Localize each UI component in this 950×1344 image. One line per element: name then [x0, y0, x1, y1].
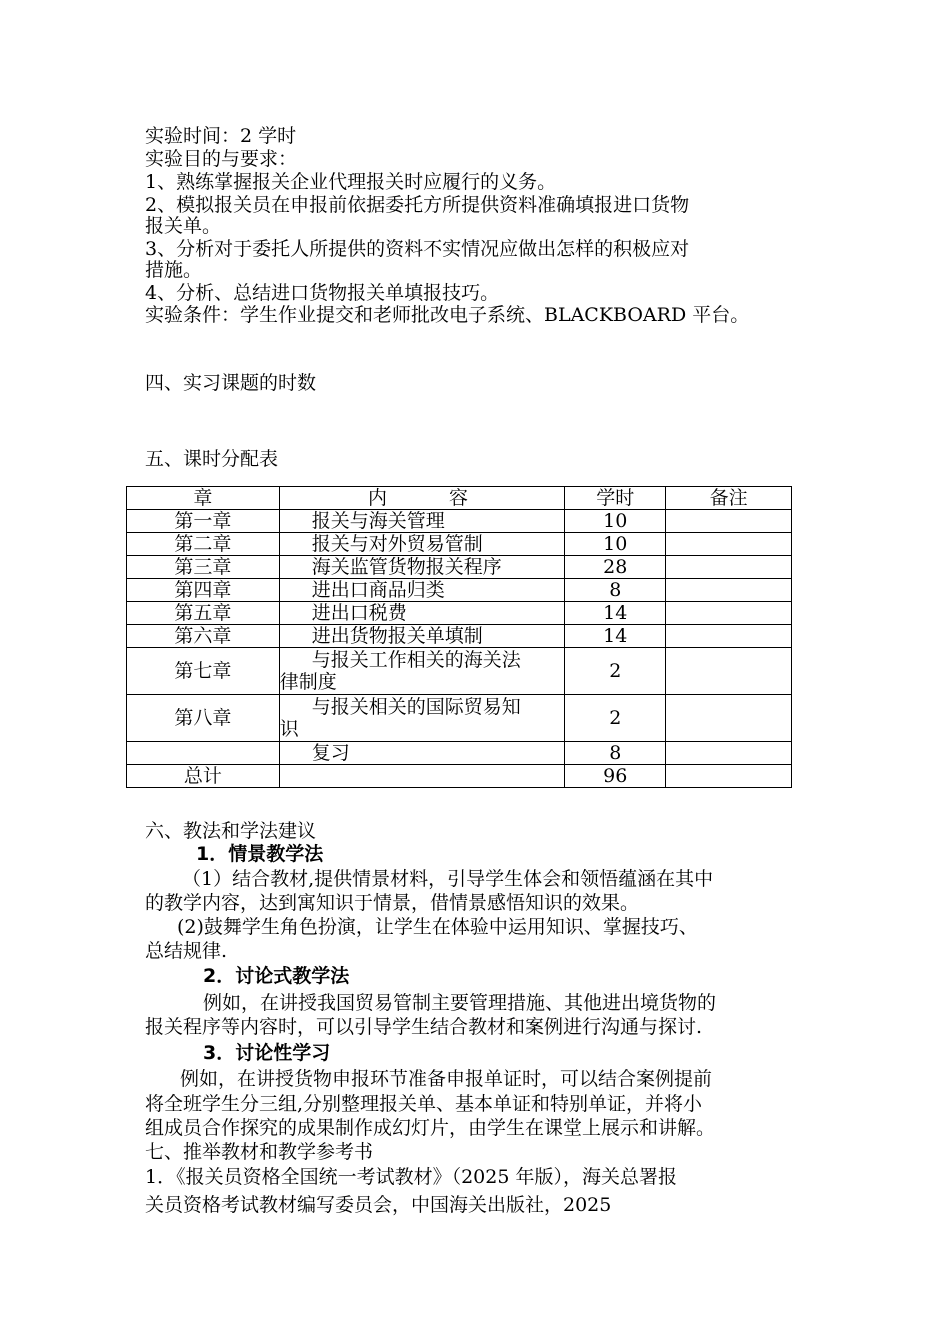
lab-goal-4: 4、分析、总结进口货物报关单填报技巧。: [145, 282, 500, 304]
chapter-cell: 第二章: [127, 533, 280, 556]
lab-conditions: 实验条件：学生作业提交和老师批改电子系统、BLACKBOARD 平台。: [145, 304, 750, 326]
chapter-cell: 第七章: [127, 648, 280, 695]
section-5-title: 五、课时分配表: [145, 448, 279, 470]
table-row: [127, 602, 792, 625]
section-6-title: 六、教法和学法建议: [145, 820, 317, 842]
lab-goal-2: 2、模拟报关员在申报前依据委托方所提供资料准确填报进口货物: [145, 194, 690, 216]
table-row: [127, 742, 792, 765]
method-1-title: 1．情景教学法: [196, 843, 324, 865]
note-cell: [666, 510, 792, 533]
content-cell-wrap: 律制度: [279, 671, 337, 693]
method-2-para-b: 报关程序等内容时，可以引导学生结合教材和案例进行沟通与探讨.: [145, 1016, 703, 1038]
note-cell: [666, 625, 792, 648]
hours-cell: 10: [565, 533, 666, 556]
lab-goal-1: 1、熟练掌握报关企业代理报关时应履行的义务。: [145, 171, 557, 193]
method-3-para-b: 将全班学生分三组,分别整理报关单、基本单证和特别单证，并将小: [145, 1093, 703, 1115]
content-cell: 报关与对外贸易管制: [311, 533, 483, 555]
method-2-title: 2．讨论式教学法: [203, 965, 350, 987]
method-3-para-c: 组成员合作探究的成果制作成幻灯片，由学生在课堂上展示和讲解。: [145, 1117, 716, 1139]
table-row: [127, 579, 792, 602]
lab-time: 实验时间：2 学时: [145, 125, 297, 147]
content-cell: 与报关相关的国际贸易知: [311, 696, 521, 718]
table-row: [127, 695, 792, 742]
note-cell: [666, 648, 792, 695]
hours-allocation-table: [126, 486, 792, 788]
hours-cell: 14: [565, 602, 666, 625]
hours-cell: 10: [565, 510, 666, 533]
method-3-para-a: 例如，在讲授货物申报环节准备申报单证时，可以结合案例提前: [180, 1068, 713, 1090]
content-cell: 海关监管货物报关程序: [311, 556, 502, 578]
table-row: [127, 510, 792, 533]
content-cell: 进出口税费: [311, 602, 407, 624]
reference-1b: 关员资格考试教材编写委员会，中国海关出版社，2025: [145, 1194, 612, 1216]
section-7-title: 七、推举教材和教学参考书: [145, 1141, 374, 1163]
lab-goal-3-cont: 措施。: [145, 259, 203, 281]
hours-cell: 8: [565, 579, 666, 602]
table-row: [127, 648, 792, 695]
chapter-cell: 第四章: [127, 579, 280, 602]
header-content: 内 容: [279, 487, 565, 510]
chapter-cell: 第八章: [127, 695, 280, 742]
method-1-para-2b: 总结规律.: [145, 940, 228, 962]
method-1-para-1b: 的教学内容，达到寓知识于情景，借情景感悟知识的效果。: [145, 892, 640, 914]
hours-cell: 2: [565, 695, 666, 742]
table-row: [127, 533, 792, 556]
table-row: [127, 556, 792, 579]
chapter-cell: 第三章: [127, 556, 280, 579]
hours-cell: 2: [565, 648, 666, 695]
note-cell: [666, 556, 792, 579]
hours-cell: 14: [565, 625, 666, 648]
note-cell: [666, 602, 792, 625]
lab-goal-3: 3、分析对于委托人所提供的资料不实情况应做出怎样的积极应对: [145, 238, 690, 260]
method-1-para-2a: (2)鼓舞学生角色扮演，让学生在体验中运用知识、掌握技巧、: [177, 916, 698, 938]
chapter-cell: 第六章: [127, 625, 280, 648]
method-3-title: 3．讨论性学习: [203, 1042, 331, 1064]
chapter-cell: 第一章: [127, 510, 280, 533]
note-cell: [666, 579, 792, 602]
method-1-para-1a: （1）结合教材,提供情景材料，引导学生体会和领悟蕴涵在其中: [182, 868, 714, 890]
note-cell: [666, 765, 792, 788]
note-cell: [666, 742, 792, 765]
chapter-cell: 第五章: [127, 602, 280, 625]
section-4-title: 四、实习课题的时数: [145, 372, 317, 394]
header-chapter: 章: [127, 487, 280, 510]
header-hours: 学时: [565, 487, 666, 510]
total-label-cell: 总计: [127, 765, 280, 788]
content-cell: 复习: [311, 742, 350, 764]
content-cell-wrap: 识: [279, 718, 299, 740]
note-cell: [666, 695, 792, 742]
hours-cell: 28: [565, 556, 666, 579]
method-2-para-a: 例如，在讲授我国贸易管制主要管理措施、其他进出境货物的: [203, 992, 717, 1014]
content-cell: 与报关工作相关的海关法: [311, 649, 521, 671]
table-row: [127, 625, 792, 648]
note-cell: [666, 533, 792, 556]
hours-cell: 8: [565, 742, 666, 765]
total-hours-cell: 96: [565, 765, 666, 788]
lab-goal-2-cont: 报关单。: [145, 215, 222, 237]
lab-goal-heading: 实验目的与要求：: [145, 148, 298, 170]
content-cell: 报关与海关管理: [311, 510, 445, 532]
header-note: 备注: [666, 487, 792, 510]
content-cell: 进出口商品归类: [311, 579, 445, 601]
content-cell: 进出货物报关单填制: [311, 625, 483, 647]
chapter-cell: [127, 742, 280, 765]
table-total-row: [127, 765, 792, 788]
reference-1a: 1．《报关员资格全国统一考试教材》（2025 年版），海关总署报: [145, 1166, 677, 1188]
table-header-row: [127, 487, 792, 510]
